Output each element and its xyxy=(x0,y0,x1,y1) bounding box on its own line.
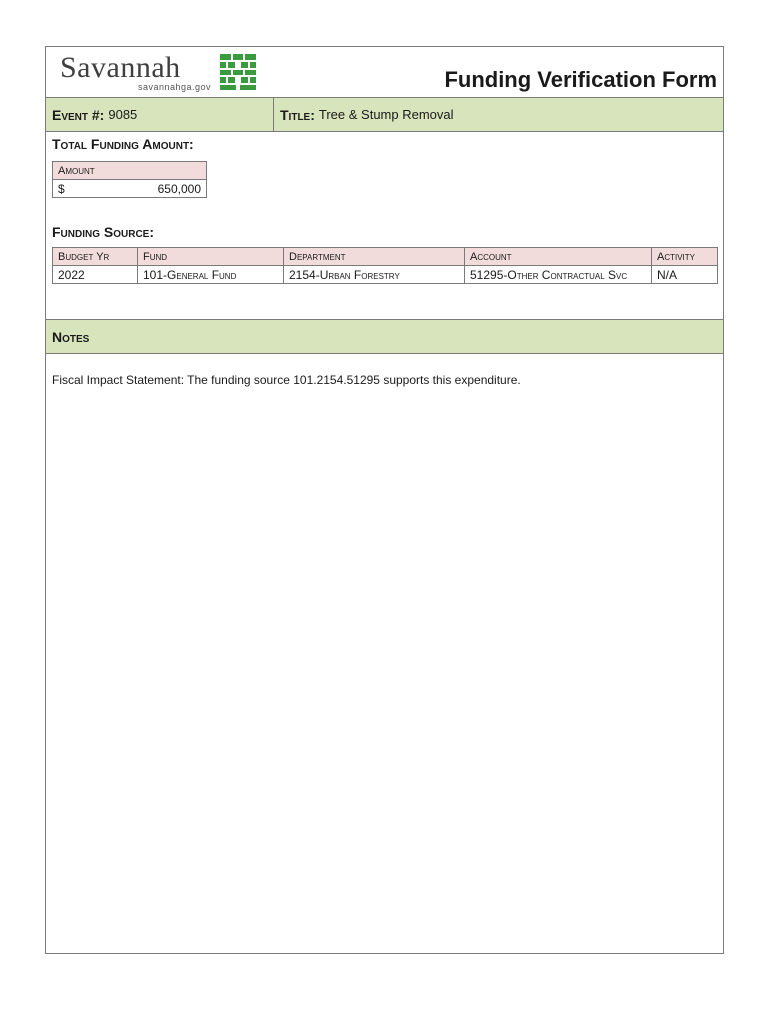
table-row xyxy=(53,266,718,284)
form-title: Funding Verification Form xyxy=(444,67,717,92)
form-frame xyxy=(45,46,724,954)
savannah-squares-logo-icon xyxy=(220,54,256,90)
funding-source-header-row xyxy=(53,248,718,266)
event-title-label: Title: xyxy=(280,106,315,123)
band-divider xyxy=(273,98,274,131)
amount-value: 650,000 xyxy=(157,181,201,196)
column-header: Account xyxy=(465,248,652,266)
notes-heading xyxy=(52,320,93,353)
event-title-field xyxy=(280,98,454,131)
notes-label: Notes xyxy=(52,328,90,345)
event-number-value: 9085 xyxy=(108,107,138,122)
column-header: Department xyxy=(284,248,465,266)
logo-wordmark: Savannah xyxy=(60,51,181,84)
total-funding-label: Total Funding Amount: xyxy=(52,136,194,152)
budget-year-cell: 2022 xyxy=(53,266,138,284)
logo-url: savannahga.gov xyxy=(138,82,212,92)
column-header: Budget Yr xyxy=(53,248,138,266)
amount-table xyxy=(52,161,207,198)
amount-currency: $ xyxy=(58,181,65,196)
event-title-value: Tree & Stump Removal xyxy=(318,107,454,122)
fund-cell: 101-General Fund xyxy=(138,266,284,284)
form-header xyxy=(46,47,723,97)
event-number-field xyxy=(52,98,137,131)
event-number-label: Event #: xyxy=(52,106,105,123)
department-cell: 2154-Urban Forestry xyxy=(284,266,465,284)
amount-cell xyxy=(53,180,207,198)
funding-source-table xyxy=(52,247,718,284)
notes-text: Fiscal Impact Statement: The funding source 101.2154.51295 supports this expenditure. xyxy=(52,373,521,387)
account-cell: 51295-Other Contractual Svc xyxy=(465,266,652,284)
column-header: Activity xyxy=(652,248,718,266)
activity-cell: N/A xyxy=(652,266,718,284)
funding-source-label: Funding Source: xyxy=(52,224,154,240)
notes-band xyxy=(46,319,723,354)
event-band xyxy=(46,97,723,132)
amount-header: Amount xyxy=(53,162,207,180)
column-header: Fund xyxy=(138,248,284,266)
